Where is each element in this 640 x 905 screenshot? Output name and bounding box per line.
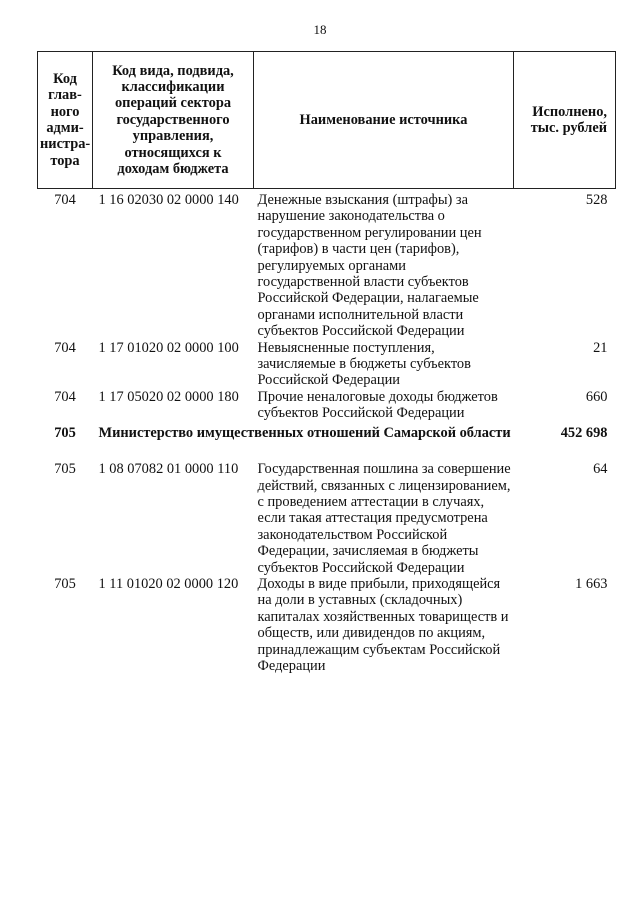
source-name-cell: Доходы в виде прибыли, приходящейся на доли в уставных (складочных) капиталах хозяйственных товариществ и обществ, или дивидендов по акциям, принадлежащим субъектам Российской Федерации bbox=[257, 575, 509, 674]
classification-code-cell: 1 17 01020 02 0000 100 bbox=[98, 339, 239, 356]
admin-code-cell: 704 bbox=[54, 339, 76, 356]
header-classification-code: Код вида, подвида, классификации операций сектора государственного управления, относящихся к доходам бюджета bbox=[93, 52, 254, 189]
amount-cell: 64 bbox=[593, 461, 608, 478]
table-body bbox=[38, 189, 616, 675]
source-name-cell: Прочие неналоговые доходы бюджетов субъектов Российской Федерации bbox=[257, 388, 498, 422]
amount-cell: 1 663 bbox=[575, 575, 608, 592]
admin-code-cell: 704 bbox=[54, 388, 76, 405]
classification-code-cell: 1 16 02030 02 0000 140 bbox=[98, 192, 239, 208]
table-row bbox=[38, 461, 616, 576]
source-name-cell: Денежные взыскания (штрафы) за нарушение законодательства о государственном регулировании цен (тарифов) в части цен (тарифов), регулируемых органами государственной власти субъектов Российской Федерации, налагаемые органами исполнительной власти субъектов Российской Федерации bbox=[257, 192, 482, 340]
admin-code-cell: 704 bbox=[54, 192, 76, 208]
table-header bbox=[38, 52, 616, 189]
classification-code-cell: 1 17 05020 02 0000 180 bbox=[98, 388, 239, 405]
source-name-cell: Невыясненные поступления, зачисляемые в бюджеты субъектов Российской Федерации bbox=[257, 339, 471, 389]
amount-cell: 660 bbox=[585, 388, 608, 405]
header-source-name: Наименование источника bbox=[254, 52, 514, 189]
classification-code-cell: 1 08 07082 01 0000 110 bbox=[98, 461, 239, 478]
table-row bbox=[38, 389, 616, 422]
admin-code-cell: 705 bbox=[54, 461, 76, 478]
admin-code-cell: 705 bbox=[54, 424, 76, 441]
amount-cell: 452 698 bbox=[560, 424, 608, 441]
source-name-cell: Государственная пошлина за совершение действий, связанных с лицензированием, с проведением аттестации в случаях, если такая аттестация предусмотрена законодательством Российской Федерации, зачисляемая в бюджеты субъектов Российской Федерации bbox=[257, 461, 511, 576]
administrator-total-row bbox=[38, 422, 616, 461]
table-row bbox=[38, 189, 616, 340]
amount-cell: 21 bbox=[593, 339, 608, 356]
page-number: 18 bbox=[313, 22, 327, 37]
table-row bbox=[38, 576, 616, 674]
classification-code-cell: 1 11 01020 02 0000 120 bbox=[98, 575, 239, 592]
header-amount: Исполнено, тыс. рублей bbox=[514, 52, 616, 189]
amount-cell: 528 bbox=[585, 192, 608, 208]
header-admin-code: Код глав- ного адми- нистра- тора bbox=[38, 52, 93, 189]
revenue-table bbox=[37, 51, 616, 674]
table-row bbox=[38, 340, 616, 389]
administrator-name-cell: Министерство имущественных отношений Самарской области bbox=[98, 424, 511, 441]
admin-code-cell: 705 bbox=[54, 575, 76, 592]
